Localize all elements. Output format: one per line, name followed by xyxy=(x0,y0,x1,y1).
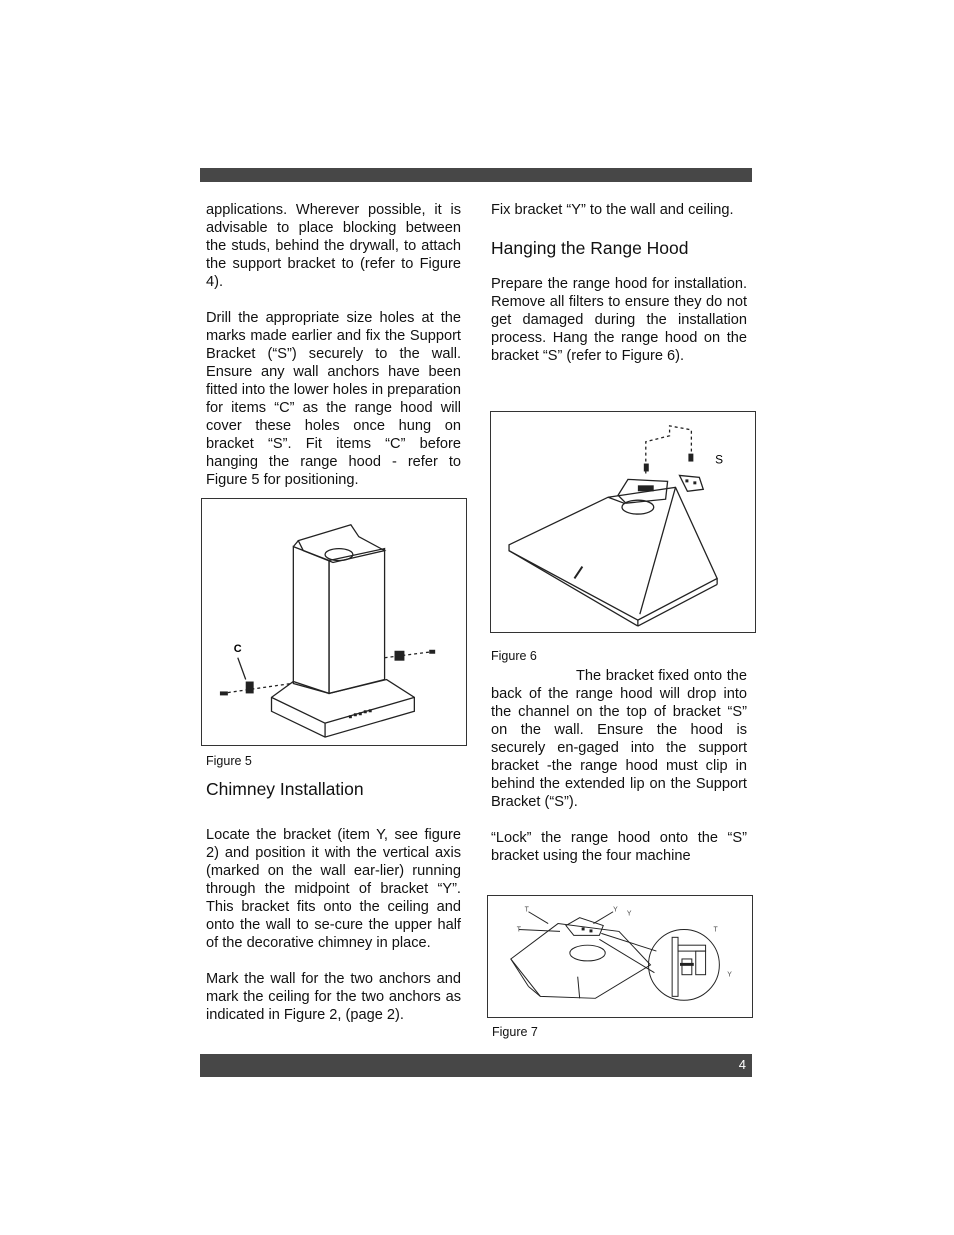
figure-5-caption: Figure 5 xyxy=(206,754,252,768)
range-hood-illustration xyxy=(491,412,755,632)
left-paragraph-4: Mark the wall for the two anchors and mark the ceiling for the two anchors as indicated in Figure 2, (page 2). xyxy=(206,971,461,1023)
figure-7-label-5: T xyxy=(713,926,718,934)
left-paragraph-2: Drill the appropriate size holes at the marks made earlier and fix the Support Bracket (“S”) securely to the wall. Ensure any wall anchors have been fitted into the lower holes in preparation for items “C” as the range hood will cover these holes once hung on bracket “S”. Fit items “C” before hanging the range hood - refer to Figure 5 for positioning. xyxy=(206,310,461,488)
page-number: 4 xyxy=(738,1057,746,1072)
figure-7-label-3: Y xyxy=(613,906,618,914)
figure-5-label-c: C xyxy=(233,642,242,655)
figure-7-caption: Figure 7 xyxy=(492,1025,538,1039)
right-column xyxy=(491,201,747,383)
left-column-lower xyxy=(206,778,461,1042)
figure-7-label-1: T xyxy=(524,906,529,914)
right-paragraph-4: “Lock” the range hood onto the “S” bracket using the four machine xyxy=(491,830,747,864)
right-paragraph-1: Fix bracket “Y” to the wall and ceiling. xyxy=(491,202,734,218)
figure-6-hood-diagram xyxy=(490,411,756,633)
right-column-lower xyxy=(491,667,747,883)
right-paragraph-3: The bracket fixed onto the back of the range hood will drop into the channel on the top of bracket “S” on the wall. Ensure the hood is securely en-gaged into the support bracket -the range hood must clip in behind the extended lip on the Support Bracket (“S”). xyxy=(491,668,747,810)
chimney-illustration xyxy=(202,499,466,745)
left-paragraph-1: applications. Wherever possible, it is advisable to place blocking between the studs, behind the drywall, to attach the support bracket to (refer to Figure 4). xyxy=(206,202,461,290)
chimney-installation-heading: Chimney Installation xyxy=(206,779,364,799)
right-paragraph-2: Prepare the range hood for installation. Remove all filters to ensure they do not get damaged during the installation process. Hang the range hood on the bracket “S” (refer to Figure 6). xyxy=(491,276,747,364)
left-column xyxy=(206,201,461,507)
left-paragraph-3: Locate the bracket (item Y, see figure 2) and position it with the vertical axis (marked on the wall ear-lier) running through the midpoint of bracket “Y”. This bracket fits onto the ceiling and onto the wall to se-cure the upper half of the decorative chimney in place. xyxy=(206,827,461,951)
hanging-range-hood-heading: Hanging the Range Hood xyxy=(491,238,689,258)
figure-7-bracket-diagram xyxy=(487,895,753,1018)
footer-bar xyxy=(200,1054,752,1077)
figure-7-label-4: Y xyxy=(626,910,632,918)
bracket-detail-illustration xyxy=(488,896,752,1017)
figure-6-caption: Figure 6 xyxy=(491,649,537,663)
figure-7-label-2: T xyxy=(516,926,521,934)
figure-5-chimney-diagram xyxy=(201,498,467,746)
header-bar xyxy=(200,168,752,182)
figure-7-label-6: Y xyxy=(727,971,732,979)
figure-6-label-s: S xyxy=(715,452,724,467)
